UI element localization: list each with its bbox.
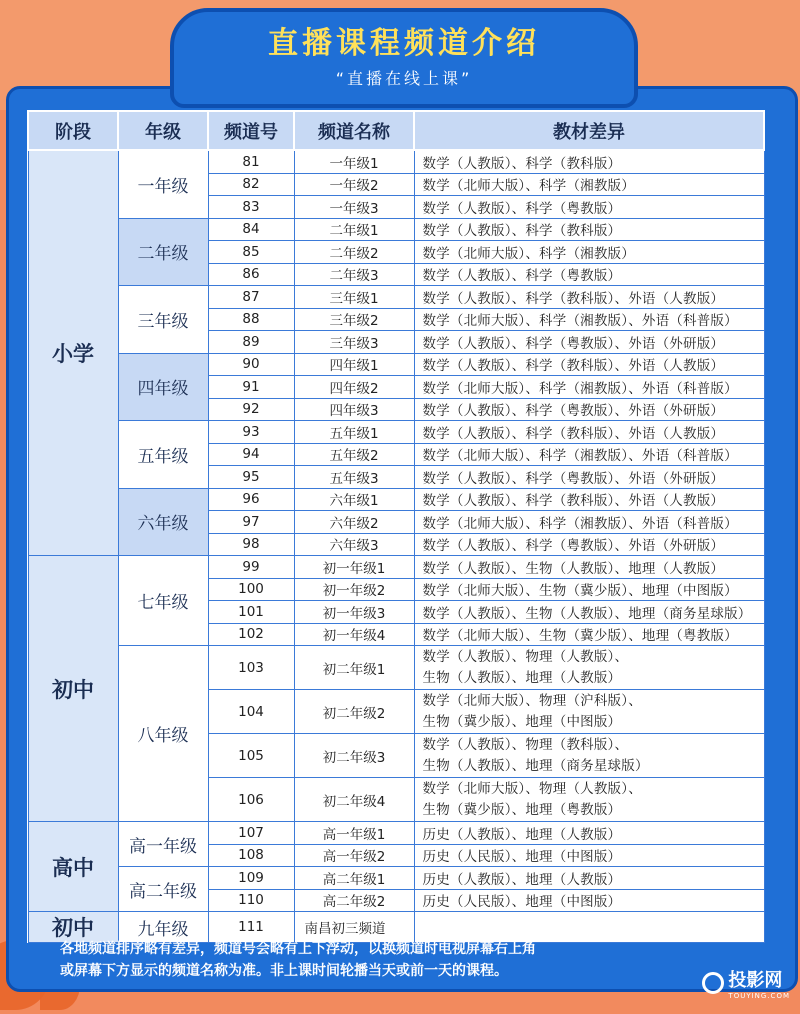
textbook-diff-line: 历史（人教版）、地理（人教版） bbox=[422, 871, 622, 888]
textbook-diff-cell bbox=[414, 241, 764, 264]
textbook-diff-cell bbox=[414, 376, 764, 399]
channel-number-cell: 111 bbox=[208, 912, 294, 943]
site-logo bbox=[702, 966, 790, 1000]
textbook-diff-cell bbox=[414, 421, 764, 444]
stage-cell: 初中 bbox=[28, 556, 118, 822]
channel-number-cell: 107 bbox=[208, 822, 294, 845]
channel-number-cell: 82 bbox=[208, 173, 294, 196]
grade-cell: 一年级 bbox=[118, 150, 208, 218]
channel-name-cell: 三年级1 bbox=[294, 286, 414, 309]
channel-number-cell: 104 bbox=[208, 690, 294, 734]
textbook-diff-line: 数学（北师大版）、物理（人教版）、 bbox=[422, 780, 642, 797]
grade-cell: 高二年级 bbox=[118, 867, 208, 912]
textbook-diff-line: 历史（人教版）、地理（人教版） bbox=[422, 826, 622, 843]
table-row bbox=[28, 353, 764, 376]
channel-name-cell: 六年级2 bbox=[294, 511, 414, 534]
channel-number-cell: 92 bbox=[208, 398, 294, 421]
channel-name-cell: 初二年级3 bbox=[294, 734, 414, 778]
channel-number-cell: 87 bbox=[208, 286, 294, 309]
table-row bbox=[28, 150, 764, 173]
header-textbook-diff: 教材差异 bbox=[414, 111, 764, 150]
textbook-diff-cell bbox=[414, 822, 764, 845]
textbook-diff-line: 数学（人教版）、科学（粤教版） bbox=[422, 200, 622, 217]
grade-cell: 九年级 bbox=[118, 912, 208, 943]
channel-name-cell: 高二年级2 bbox=[294, 889, 414, 912]
textbook-diff-line: 数学（人教版）、科学（教科版）、外语（人教版） bbox=[422, 425, 725, 442]
title-banner bbox=[170, 8, 638, 108]
header-channel-number: 频道号 bbox=[208, 111, 294, 150]
table-row bbox=[28, 218, 764, 241]
page-subtitle: “直播在线上课” bbox=[335, 69, 473, 88]
textbook-diff-line: 数学（人教版）、科学（粤教版）、外语（外研版） bbox=[422, 403, 725, 420]
channel-number-cell: 84 bbox=[208, 218, 294, 241]
channel-name-cell: 高二年级1 bbox=[294, 867, 414, 890]
channel-table bbox=[27, 110, 765, 943]
channel-number-cell: 95 bbox=[208, 466, 294, 489]
channel-name-cell: 初一年级3 bbox=[294, 601, 414, 624]
textbook-diff-cell bbox=[414, 466, 764, 489]
textbook-diff-line: 数学（北师大版）、科学（湘教版）、外语（科普版） bbox=[422, 380, 738, 397]
channel-number-cell: 88 bbox=[208, 308, 294, 331]
textbook-diff-line: 数学（人教版）、科学（粤教版）、外语（外研版） bbox=[422, 538, 725, 555]
footnote-line: 或屏幕下方显示的频道名称为准。非上课时间轮播当天或前一天的课程。 bbox=[60, 963, 508, 979]
textbook-diff-line: 数学（人教版）、物理（教科版）、 bbox=[422, 736, 629, 753]
channel-number-cell: 105 bbox=[208, 734, 294, 778]
channel-name-cell: 一年级1 bbox=[294, 150, 414, 173]
textbook-diff-line: 数学（人教版）、生物（人教版）、地理（商务星球版） bbox=[422, 605, 752, 622]
textbook-diff-cell bbox=[414, 734, 764, 778]
textbook-diff-line: 数学（北师大版）、生物（冀少版）、地理（中图版） bbox=[422, 583, 738, 600]
textbook-diff-line: 数学（北师大版）、科学（湘教版）、外语（科普版） bbox=[422, 313, 738, 330]
channel-number-cell: 108 bbox=[208, 844, 294, 867]
channel-number-cell: 85 bbox=[208, 241, 294, 264]
textbook-diff-cell bbox=[414, 844, 764, 867]
textbook-diff-line: 数学（人教版）、物理（人教版）、 bbox=[422, 648, 629, 665]
channel-name-cell: 三年级3 bbox=[294, 331, 414, 354]
grade-cell: 二年级 bbox=[118, 218, 208, 286]
textbook-diff-cell bbox=[414, 778, 764, 822]
textbook-diff-line: 数学（人教版）、科学（教科版）、外语（人教版） bbox=[422, 358, 725, 375]
page-title: 直播课程频道介绍 bbox=[268, 26, 540, 61]
textbook-diff-line: 生物（冀少版）、地理（中图版） bbox=[422, 713, 622, 730]
channel-number-cell: 103 bbox=[208, 646, 294, 690]
channel-number-cell: 90 bbox=[208, 353, 294, 376]
textbook-diff-cell bbox=[414, 488, 764, 511]
channel-number-cell: 93 bbox=[208, 421, 294, 444]
textbook-diff-cell bbox=[414, 511, 764, 534]
channel-name-cell: 四年级3 bbox=[294, 398, 414, 421]
grade-cell: 六年级 bbox=[118, 488, 208, 556]
stage-cell: 初中 bbox=[28, 912, 118, 943]
grade-cell: 高一年级 bbox=[118, 822, 208, 867]
channel-number-cell: 91 bbox=[208, 376, 294, 399]
table-row bbox=[28, 867, 764, 890]
grade-cell: 八年级 bbox=[118, 646, 208, 822]
textbook-diff-line: 数学（北师大版）、科学（湘教版） bbox=[422, 178, 635, 195]
textbook-diff-line: 数学（人教版）、科学（教科版）、外语（人教版） bbox=[422, 493, 725, 510]
textbook-diff-line: 历史（人民版）、地理（中图版） bbox=[422, 849, 622, 866]
channel-name-cell: 一年级3 bbox=[294, 196, 414, 219]
channel-number-cell: 96 bbox=[208, 488, 294, 511]
channel-name-cell: 初二年级4 bbox=[294, 778, 414, 822]
table-row bbox=[28, 822, 764, 845]
textbook-diff-cell bbox=[414, 623, 764, 646]
channel-name-cell: 五年级3 bbox=[294, 466, 414, 489]
channel-number-cell: 94 bbox=[208, 443, 294, 466]
channel-name-cell: 二年级2 bbox=[294, 241, 414, 264]
channel-number-cell: 102 bbox=[208, 623, 294, 646]
channel-name-cell: 四年级2 bbox=[294, 376, 414, 399]
table-row bbox=[28, 421, 764, 444]
channel-number-cell: 100 bbox=[208, 578, 294, 601]
textbook-diff-line: 数学（人教版）、科学（教科版） bbox=[422, 155, 622, 172]
header-grade: 年级 bbox=[118, 111, 208, 150]
channel-number-cell: 86 bbox=[208, 263, 294, 286]
textbook-diff-cell bbox=[414, 533, 764, 556]
textbook-diff-cell bbox=[414, 331, 764, 354]
channel-number-cell: 110 bbox=[208, 889, 294, 912]
channel-name-cell: 初一年级1 bbox=[294, 556, 414, 579]
textbook-diff-line: 数学（北师大版）、物理（沪科版）、 bbox=[422, 692, 642, 709]
textbook-diff-line: 生物（冀少版）、地理（粤教版） bbox=[422, 801, 622, 818]
grade-cell: 五年级 bbox=[118, 421, 208, 489]
channel-number-cell: 106 bbox=[208, 778, 294, 822]
header-stage: 阶段 bbox=[28, 111, 118, 150]
grade-cell: 七年级 bbox=[118, 556, 208, 646]
channel-number-cell: 101 bbox=[208, 601, 294, 624]
channel-name-cell: 高一年级1 bbox=[294, 822, 414, 845]
footnote bbox=[60, 938, 750, 982]
channel-number-cell: 109 bbox=[208, 867, 294, 890]
channel-name-cell: 二年级1 bbox=[294, 218, 414, 241]
channel-number-cell: 83 bbox=[208, 196, 294, 219]
textbook-diff-line: 数学（北师大版）、科学（湘教版）、外语（科普版） bbox=[422, 448, 738, 465]
channel-name-cell: 一年级2 bbox=[294, 173, 414, 196]
channel-name-cell: 初一年级2 bbox=[294, 578, 414, 601]
channel-name-cell: 六年级3 bbox=[294, 533, 414, 556]
textbook-diff-cell bbox=[414, 173, 764, 196]
channel-name-cell: 四年级1 bbox=[294, 353, 414, 376]
textbook-diff-cell bbox=[414, 867, 764, 890]
channel-name-cell: 南昌初三频道 bbox=[294, 912, 414, 943]
channel-name-cell: 初二年级2 bbox=[294, 690, 414, 734]
textbook-diff-cell bbox=[414, 889, 764, 912]
table-header-row bbox=[28, 111, 764, 150]
footnote-line: 各地频道排序略有差异，频道号会略有上下浮动，以换频道时电视屏幕右上角 bbox=[60, 941, 536, 957]
textbook-diff-line: 数学（人教版）、科学（粤教版）、外语（外研版） bbox=[422, 335, 725, 352]
channel-name-cell: 五年级1 bbox=[294, 421, 414, 444]
textbook-diff-line: 数学（人教版）、生物（人教版）、地理（人教版） bbox=[422, 560, 725, 577]
table-row bbox=[28, 646, 764, 690]
stage-cell: 小学 bbox=[28, 150, 118, 556]
textbook-diff-cell bbox=[414, 263, 764, 286]
textbook-diff-line: 数学（北师大版）、科学（湘教版）、外语（科普版） bbox=[422, 515, 738, 532]
textbook-diff-cell bbox=[414, 646, 764, 690]
table-row bbox=[28, 488, 764, 511]
textbook-diff-cell bbox=[414, 218, 764, 241]
channel-number-cell: 81 bbox=[208, 150, 294, 173]
textbook-diff-cell bbox=[414, 308, 764, 331]
textbook-diff-cell bbox=[414, 353, 764, 376]
textbook-diff-cell bbox=[414, 443, 764, 466]
channel-name-cell: 二年级3 bbox=[294, 263, 414, 286]
table-row bbox=[28, 286, 764, 309]
textbook-diff-line: 历史（人民版）、地理（中图版） bbox=[422, 894, 622, 911]
grade-cell: 四年级 bbox=[118, 353, 208, 421]
textbook-diff-line: 数学（人教版）、科学（教科版）、外语（人教版） bbox=[422, 290, 725, 307]
channel-name-cell: 五年级2 bbox=[294, 443, 414, 466]
stage-cell: 高中 bbox=[28, 822, 118, 912]
textbook-diff-line: 数学（人教版）、科学（教科版） bbox=[422, 223, 622, 240]
textbook-diff-line: 数学（北师大版）、科学（湘教版） bbox=[422, 245, 635, 262]
grade-cell: 三年级 bbox=[118, 286, 208, 354]
logo-subtext: TOUYING.COM bbox=[728, 992, 790, 1000]
channel-number-cell: 89 bbox=[208, 331, 294, 354]
textbook-diff-cell bbox=[414, 556, 764, 579]
textbook-diff-line: 生物（人教版）、地理（商务星球版） bbox=[422, 757, 649, 774]
header-channel-name: 频道名称 bbox=[294, 111, 414, 150]
channel-number-cell: 99 bbox=[208, 556, 294, 579]
textbook-diff-cell bbox=[414, 578, 764, 601]
table-row bbox=[28, 556, 764, 579]
channel-name-cell: 初一年级4 bbox=[294, 623, 414, 646]
textbook-diff-cell bbox=[414, 150, 764, 173]
textbook-diff-line: 生物（人教版）、地理（人教版） bbox=[422, 669, 622, 686]
textbook-diff-cell bbox=[414, 196, 764, 219]
textbook-diff-cell bbox=[414, 398, 764, 421]
channel-number-cell: 98 bbox=[208, 533, 294, 556]
textbook-diff-cell bbox=[414, 690, 764, 734]
channel-name-cell: 三年级2 bbox=[294, 308, 414, 331]
textbook-diff-line: 数学（北师大版）、生物（冀少版）、地理（粤教版） bbox=[422, 628, 738, 645]
channel-name-cell: 六年级1 bbox=[294, 488, 414, 511]
channel-number-cell: 97 bbox=[208, 511, 294, 534]
textbook-diff-line: 数学（人教版）、科学（粤教版） bbox=[422, 268, 622, 285]
logo-text: 投影网 bbox=[728, 970, 783, 991]
textbook-diff-cell bbox=[414, 601, 764, 624]
channel-name-cell: 高一年级2 bbox=[294, 844, 414, 867]
channel-name-cell: 初二年级1 bbox=[294, 646, 414, 690]
logo-icon bbox=[702, 972, 724, 994]
textbook-diff-line: 数学（人教版）、科学（粤教版）、外语（外研版） bbox=[422, 470, 725, 487]
textbook-diff-cell bbox=[414, 286, 764, 309]
